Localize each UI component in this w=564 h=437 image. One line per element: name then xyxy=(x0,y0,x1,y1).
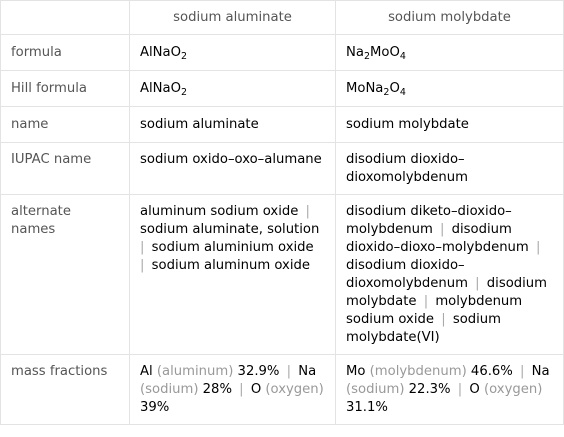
element-symbol: Na xyxy=(531,364,550,379)
label-alternate-names: alternate names xyxy=(1,195,130,355)
alternate-name: sodium aluminate, solution xyxy=(140,222,320,237)
element-name: (oxygen) xyxy=(483,382,543,397)
formula-subscript: 4 xyxy=(399,51,406,62)
element-symbol: O xyxy=(469,382,484,397)
formula-subscript: 2 xyxy=(383,87,390,98)
separator: | xyxy=(234,382,248,397)
alternate-name: disodium molybdate xyxy=(346,276,548,309)
separator: | xyxy=(470,276,484,291)
element-symbol: Al xyxy=(140,364,157,379)
alternate-name: disodium dioxido–dioxo–molybdenum xyxy=(346,222,529,255)
iupac-a: sodium oxido–oxo–alumane xyxy=(130,143,336,195)
row-formula xyxy=(1,35,564,71)
separator: | xyxy=(140,240,149,255)
label-mass-fractions: mass fractions xyxy=(1,355,130,425)
label-iupac-name: IUPAC name xyxy=(1,143,130,195)
row-mass-fractions xyxy=(1,355,564,425)
row-iupac-name xyxy=(1,143,564,195)
row-alternate-names xyxy=(1,195,564,355)
element-symbol: Na xyxy=(298,364,317,379)
formula-subscript: 2 xyxy=(181,51,188,62)
element-name: (sodium) xyxy=(140,382,199,397)
name-b: sodium molybdate xyxy=(336,107,564,143)
mass-fraction-value: 31.1% xyxy=(346,400,388,415)
header-row xyxy=(1,1,564,35)
separator: | xyxy=(140,258,149,273)
mass-fraction-value: 39% xyxy=(140,400,170,415)
row-name xyxy=(1,107,564,143)
element-symbol: O xyxy=(250,382,266,397)
alternate-names-b xyxy=(336,195,564,355)
header-sodium-molybdate: sodium molybdate xyxy=(336,1,564,35)
alternate-name: disodium diketo–dioxido–molybdenum xyxy=(346,204,512,237)
alternate-name: disodium dioxido–dioxomolybdenum xyxy=(346,258,468,291)
element-name: (molybdenum) xyxy=(369,364,467,379)
mass-fraction-value: 46.6% xyxy=(466,364,513,379)
separator: | xyxy=(515,364,529,379)
alternate-name: molybdenum sodium oxide xyxy=(346,294,523,327)
header-empty xyxy=(1,1,130,35)
alternate-names-a xyxy=(130,195,336,355)
label-formula: formula xyxy=(1,35,130,71)
formula-b: $Na_2MoO_4$ xyxy=(336,35,564,71)
alternate-name: aluminum sodium oxide xyxy=(140,204,299,219)
name-a: sodium aluminate xyxy=(130,107,336,143)
element-name: (sodium) xyxy=(346,382,405,397)
label-hill-formula: Hill formula xyxy=(1,71,130,107)
formula-subscript: 4 xyxy=(399,87,406,98)
header-sodium-aluminate: sodium aluminate xyxy=(130,1,336,35)
mass-fraction-value: 28% xyxy=(198,382,232,397)
separator: | xyxy=(531,240,541,255)
mass-fraction-value: 22.3% xyxy=(404,382,451,397)
separator: | xyxy=(453,382,467,397)
element-symbol: Mo xyxy=(346,364,370,379)
separator: | xyxy=(301,204,310,219)
iupac-b: disodium dioxido–dioxomolybdenum xyxy=(336,143,564,195)
element-name: (aluminum) xyxy=(156,364,234,379)
mass-fractions-b xyxy=(336,355,564,425)
hill-formula-a: AlNaO$_2$ xyxy=(130,71,336,107)
separator: | xyxy=(435,222,449,237)
separator: | xyxy=(419,294,433,309)
separator: | xyxy=(282,364,296,379)
hill-formula-b: $MoNa_2O_4$ xyxy=(336,71,564,107)
alternate-name: sodium molybdate(VI) xyxy=(346,312,502,345)
element-name: (oxygen) xyxy=(265,382,324,397)
label-name: name xyxy=(1,107,130,143)
row-hill-formula xyxy=(1,71,564,107)
formula-subscript: 2 xyxy=(363,51,370,62)
separator: | xyxy=(437,312,450,327)
mass-fractions-a xyxy=(130,355,336,425)
alternate-name: sodium aluminum oxide xyxy=(151,258,310,273)
mass-fraction-value: 32.9% xyxy=(233,364,280,379)
formula-a: AlNaO$_2$ xyxy=(130,35,336,71)
alternate-name: sodium aluminium oxide xyxy=(151,240,314,255)
formula-subscript: 2 xyxy=(181,87,188,98)
